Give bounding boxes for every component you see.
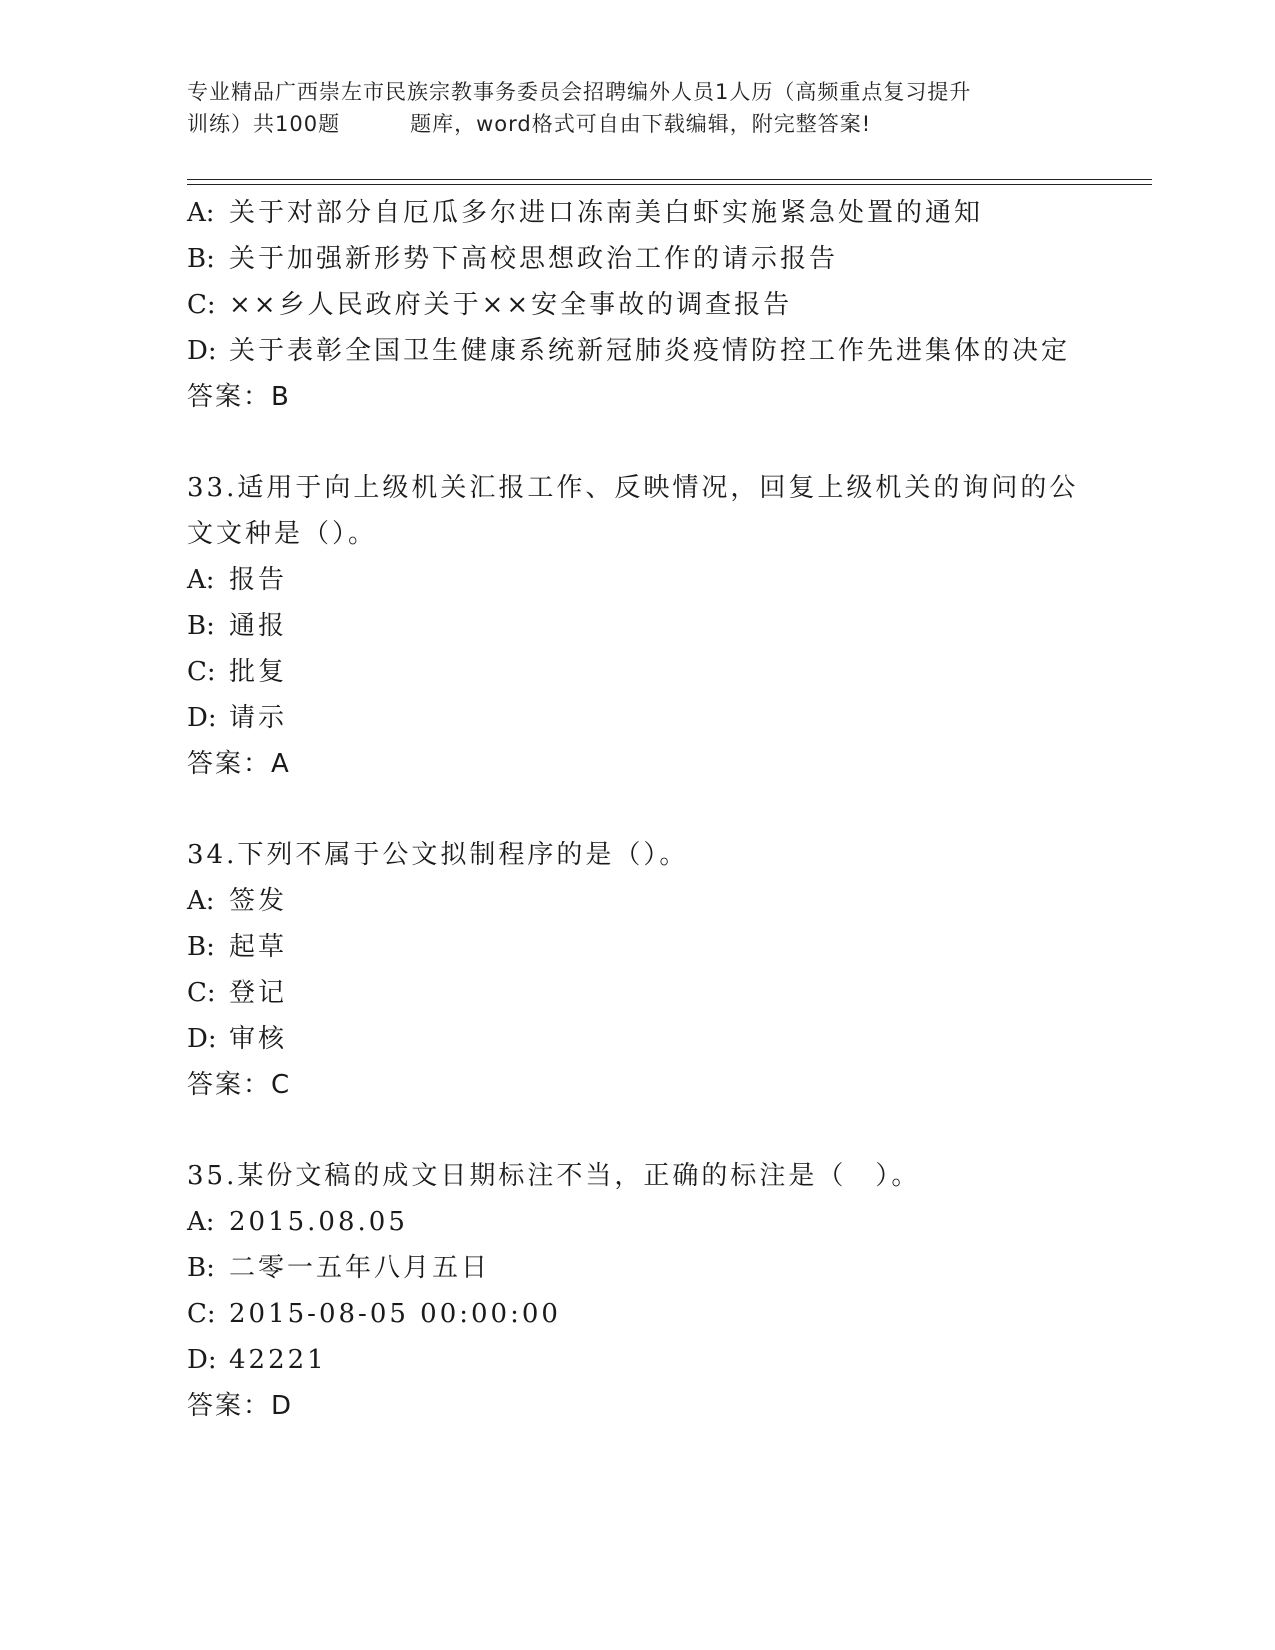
- option-d: [187, 695, 1087, 741]
- option-d: [187, 1337, 1087, 1383]
- question-35: [187, 1153, 1087, 1429]
- answer-label: 答案：A: [187, 749, 291, 779]
- option-text: 2015.08.05: [229, 1207, 408, 1237]
- question-text-line1: 34.下列不属于公文拟制程序的是（）。: [187, 840, 689, 870]
- option-c: [187, 1291, 1087, 1337]
- option-b: [187, 236, 1087, 282]
- option-text: 起草: [229, 932, 288, 962]
- question-32: [187, 190, 1087, 420]
- option-prefix: B:: [187, 244, 215, 274]
- option-text: 请示: [229, 703, 288, 733]
- option-text: 批复: [229, 657, 288, 687]
- option-text: 2015-08-05 00:00:00: [229, 1299, 561, 1329]
- option-text: ××乡人民政府关于××安全事故的调查报告: [229, 290, 793, 320]
- question-text-line1: 35.某份文稿的成文日期标注不当，正确的标注是（ ）。: [187, 1161, 921, 1191]
- option-prefix: B:: [187, 1253, 215, 1283]
- document-body: [187, 190, 1087, 1429]
- option-b: [187, 1245, 1087, 1291]
- option-a: [187, 190, 1087, 236]
- option-text: 关于加强新形势下高校思想政治工作的请示报告: [229, 244, 839, 274]
- option-prefix: A:: [187, 565, 215, 595]
- option-prefix: A:: [187, 886, 215, 916]
- page-header: [187, 76, 1087, 140]
- option-prefix: D:: [187, 703, 217, 733]
- question-text-line1: 33.适用于向上级机关汇报工作、反映情况，回复上级机关的询问的公: [187, 473, 1079, 503]
- option-text: 关于表彰全国卫生健康系统新冠肺炎疫情防控工作先进集体的决定: [229, 336, 1071, 366]
- option-d: [187, 328, 1087, 374]
- header-title-line1: 专业精品广西崇左市民族宗教事务委员会招聘编外人员1人历（高频重点复习提升: [187, 80, 972, 104]
- answer-label: 答案：C: [187, 1070, 292, 1100]
- option-a: [187, 557, 1087, 603]
- option-text: 登记: [229, 978, 288, 1008]
- option-text: 42221: [229, 1345, 327, 1375]
- option-prefix: C:: [187, 1299, 216, 1329]
- option-prefix: C:: [187, 657, 216, 687]
- option-b: [187, 603, 1087, 649]
- option-prefix: D:: [187, 336, 217, 366]
- answer-label: 答案：B: [187, 382, 291, 412]
- option-a: [187, 878, 1087, 924]
- option-prefix: B:: [187, 932, 215, 962]
- option-prefix: D:: [187, 1345, 217, 1375]
- question-text-line2: 文文种是（）。: [187, 519, 378, 549]
- option-prefix: C:: [187, 978, 216, 1008]
- option-text: 审核: [229, 1024, 288, 1054]
- header-title-line2a: 训练）共100题: [187, 112, 341, 136]
- option-c: [187, 970, 1087, 1016]
- option-text: 二零一五年八月五日: [229, 1253, 491, 1283]
- option-text: 签发: [229, 886, 288, 916]
- header-title-line2b: 题库，word格式可自由下载编辑，附完整答案!: [410, 112, 872, 136]
- option-d: [187, 1016, 1087, 1062]
- option-b: [187, 924, 1087, 970]
- option-text: 关于对部分自厄瓜多尔进口冻南美白虾实施紧急处置的通知: [229, 198, 984, 228]
- option-c: [187, 649, 1087, 695]
- option-text: 报告: [229, 565, 288, 595]
- header-divider-bottom: [187, 184, 1152, 185]
- option-prefix: A:: [187, 198, 215, 228]
- answer-label: 答案：D: [187, 1391, 294, 1421]
- option-prefix: C:: [187, 290, 216, 320]
- option-prefix: D:: [187, 1024, 217, 1054]
- option-prefix: A:: [187, 1207, 215, 1237]
- header-divider-top: [187, 179, 1152, 180]
- option-text: 通报: [229, 611, 288, 641]
- option-a: [187, 1199, 1087, 1245]
- option-c: [187, 282, 1087, 328]
- question-34: [187, 832, 1087, 1108]
- header-title-line2: [187, 108, 1087, 140]
- option-prefix: B:: [187, 611, 215, 641]
- question-33: [187, 465, 1087, 787]
